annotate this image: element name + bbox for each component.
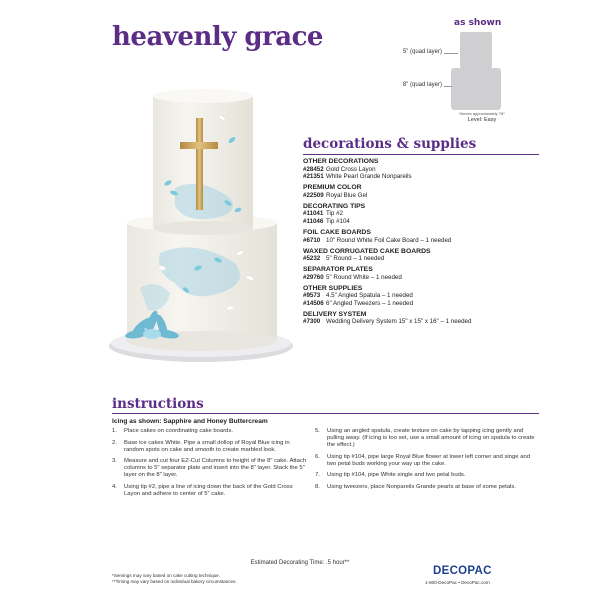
steps-left-column [112, 428, 308, 502]
item-description: 5" Round – 1 needed [326, 255, 385, 263]
cake-photo [100, 78, 300, 378]
bottom-tier-shape [451, 68, 501, 110]
item-description: Royal Blue Gel [326, 191, 368, 199]
steps-right-column [315, 428, 537, 495]
item-description: White Pearl Grande Nonpareils [326, 173, 412, 181]
item-number: #6710 [303, 236, 321, 244]
step-text: Using tip #104, pipe large Royal Blue flower at lower left corner and singe and two petal buds working your way up the cake. [327, 453, 531, 467]
instruction-step [112, 484, 308, 498]
supply-item [303, 173, 543, 181]
supply-item [303, 274, 543, 282]
item-number: #29760 [303, 273, 324, 281]
item-description: Tip #2 [326, 210, 343, 218]
item-number: #14506 [303, 299, 324, 307]
supply-category: DELIVERY SYSTEM [303, 310, 367, 318]
step-number: 2. [112, 439, 117, 446]
contact-info: 1-800-DecoPac • DecoPac.com [425, 580, 490, 585]
step-number: 3. [112, 458, 117, 465]
top-tier-shape [460, 32, 492, 68]
item-description: Tip #104 [326, 217, 350, 225]
supply-item [303, 210, 543, 218]
level-text: Level: Easy [467, 117, 497, 123]
supply-category: WAXED CORRUGATED CAKE BOARDS [303, 247, 431, 255]
tier-label-top: 5" (quad layer) [402, 49, 442, 55]
item-number: #11041 [303, 210, 324, 218]
supply-category: PREMIUM COLOR [303, 184, 362, 192]
instruction-step [112, 458, 308, 479]
instruction-step [315, 472, 537, 479]
instruction-step [112, 440, 308, 454]
item-description: 10" Round White Foil Cake Board – 1 needed [326, 236, 452, 244]
step-text: Measure and cut four EZ-Cut Columns to height of the 8" cake. Attach columns to 5" separator plate and insert into the 8" layer. Stack the 5" layer on the 8" layer. [124, 458, 307, 479]
item-number: #28452 [303, 165, 324, 173]
step-number: 4. [112, 483, 117, 490]
supply-category: OTHER DECORATIONS [303, 158, 379, 165]
item-number: #5232 [303, 255, 321, 263]
step-number: 1. [112, 428, 117, 434]
instructions-divider [112, 413, 539, 414]
item-number: #11046 [303, 217, 324, 225]
as-shown-heading: as shown [454, 18, 502, 28]
supply-item [303, 318, 543, 326]
serves-text: Serves approximately 78* [459, 111, 505, 116]
tier-pointer-bottom [444, 86, 452, 87]
supply-item [303, 166, 543, 174]
supply-category: DECORATING TIPS [303, 202, 366, 210]
supply-category: FOIL CAKE BOARDS [303, 228, 371, 236]
tier-diagram [448, 30, 504, 112]
supply-item [303, 255, 543, 263]
item-description: 5" Round White – 1 needed [326, 273, 402, 281]
item-number: #21351 [303, 173, 324, 181]
decorations-divider [303, 154, 539, 155]
step-text: Using an angled spatula, create texture on cake by tapping icing gently and pulling away. (If icing is too set, use a small amount of icing on spatula to create the effect.) [327, 428, 535, 448]
supply-item [303, 292, 543, 300]
item-description: Wedding Delivery System 15" x 15" x 16" – 1 needed [326, 318, 472, 326]
supply-category: SEPARATOR PLATES [303, 266, 373, 274]
instruction-step [315, 454, 537, 468]
supply-item [303, 192, 543, 200]
step-number: 8. [315, 483, 320, 490]
step-number: 6. [315, 453, 320, 460]
item-description: 6" Angled Tweezers – 1 needed [326, 299, 414, 307]
timing-footnote: **Timing may vary based on individual bakery circumstances. [112, 579, 237, 584]
icing-note: Icing as shown: Sapphire and Honey Buttercream [112, 418, 268, 425]
tier-pointer-top [444, 53, 458, 54]
page-title: heavenly grace [112, 22, 323, 52]
step-text: Place cakes on coordinating cake boards. [124, 428, 234, 434]
instruction-step [112, 428, 308, 435]
supply-category: OTHER SUPPLIES [303, 284, 363, 292]
instruction-step [315, 428, 537, 449]
instruction-step [315, 484, 537, 491]
item-number: #7300 [303, 318, 321, 326]
step-number: 7. [315, 472, 320, 479]
tier-label-bottom: 8" (quad layer) [402, 82, 442, 88]
decorating-time: Estimated Decorating Time: .5 hour** [250, 560, 350, 566]
step-number: 5. [315, 428, 320, 434]
supply-item [303, 237, 543, 245]
step-text: Using tip #2, pipe a line of icing down the back of the Gold Cross Layon and adhere to center of 5" cake. [124, 483, 293, 497]
supply-item [303, 218, 543, 226]
supply-item [303, 300, 543, 308]
step-text: Base ice cakes White. Pipe a small dollop of Royal Blue icing in random spots on cake and smooth to create marbled look. [124, 439, 290, 453]
supplies-list [303, 158, 543, 326]
decorations-heading: decorations & supplies [303, 136, 477, 152]
instructions-heading: instructions [112, 396, 204, 412]
servings-footnote: *Servings may vary based on cake cutting technique. [112, 573, 221, 578]
item-number: #22509 [303, 191, 324, 199]
item-description: 4.5" Angled Spatula – 1 needed [326, 292, 413, 300]
item-description: Gold Cross Layon [326, 165, 376, 173]
step-text: Using tip #104, pipe White single and two petal buds. [327, 472, 466, 479]
decopac-logo: DECOPAC [433, 565, 492, 577]
step-text: Using tweezers, place Nonpareils Grande pearls at base of some petals. [327, 483, 516, 490]
item-number: #9573 [303, 292, 321, 300]
